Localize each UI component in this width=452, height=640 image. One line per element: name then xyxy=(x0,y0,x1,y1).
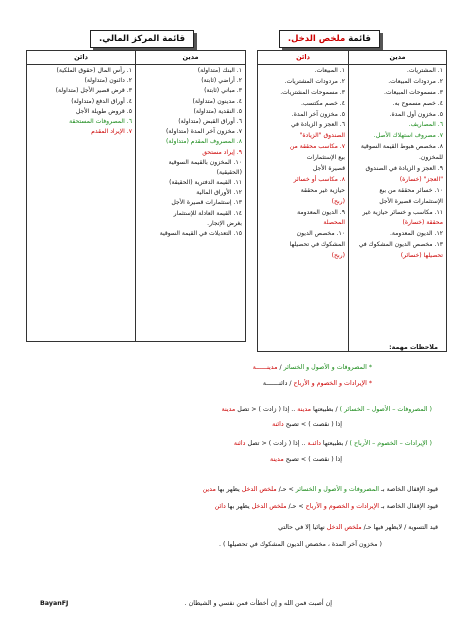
fp-credit-column xyxy=(27,51,135,341)
list-item: ١٥. التعديلات في القيمة السوقية xyxy=(159,230,242,237)
list-item: (ربح) xyxy=(331,252,345,260)
list-item: ٤. خصم مكتسب. xyxy=(300,99,345,107)
note-line-1: * المصروفات و الأصول و الخسائر / مدينــــــة xyxy=(252,364,372,371)
notes-title: ملاحظات مهمة: xyxy=(389,344,438,351)
footer-text: إن أصبت فمن الله و إن أخطأت فمن نفسي و الشيطان . xyxy=(184,600,332,607)
list-item: بغرض الإتجار. xyxy=(207,219,242,227)
note-line-7: قيود الإقفال الخاصة بـ المصروفات و الأصول و الخسائر > حـ/ ملخص الدخل يظهر بها مدين xyxy=(202,486,438,493)
list-item: تحصيلها (خسائر) xyxy=(400,252,443,260)
list-item: ٢. مردودات المشتريات. xyxy=(284,77,345,85)
list-item: ٤. أوراق الدفع (متداولة) xyxy=(71,97,132,105)
income-title-prefix: قائمة xyxy=(345,34,371,44)
list-item: ٧. مخزون آخر المدة (متداولة) xyxy=(165,128,242,136)
list-item: ١٠. خسائر محققة من بيع xyxy=(379,186,443,194)
list-item: بيع الإستثمارات xyxy=(306,154,345,162)
list-item: ٣. مسموحات المبيعات. xyxy=(383,88,443,96)
list-item: ٥. مخزون آخر المدة. xyxy=(291,110,345,118)
list-item: ٨. المصروف المقدم (متداولة) xyxy=(166,138,242,146)
note-line-8: قيود الإقفال الخاصة بـ الإيرادات و الخصوم و الأرباح > حـ/ ملخص الدخل يظهر بها دائن xyxy=(214,503,438,510)
list-item: (الحقيقية) xyxy=(216,168,242,176)
list-item: ٩. إيراد مستحق xyxy=(202,148,242,156)
list-item: قصيرة الأجل xyxy=(312,165,345,173)
fp-debit-column xyxy=(136,51,245,341)
list-item: ٥. مخزون أول المدة. xyxy=(389,110,443,118)
note-line-10: ( مخزون آخر المدة ، مخصص الديون المشكوك في تحصيلها ) . xyxy=(219,541,382,548)
income-debit-header: مدين xyxy=(349,51,446,65)
income-debit-column xyxy=(349,51,446,351)
list-item: ٤. مدينون (متداولة) xyxy=(192,97,242,105)
list-item: المحصلة xyxy=(323,219,345,227)
income-statement-table xyxy=(257,50,447,352)
fp-credit-list xyxy=(30,66,132,137)
list-item: ١. رأس المال (حقوق الملكية) xyxy=(56,67,132,74)
list-item: ١٢. الأوراق المالية xyxy=(196,189,242,197)
list-item: ١. المبيعات. xyxy=(314,67,345,74)
list-item: ١١. القيمة الدفترية (الحقيقة) xyxy=(169,179,242,187)
list-item: ٢. مردودات المبيعات. xyxy=(388,77,443,85)
signature: BayanFJ xyxy=(40,600,69,607)
income-credit-header: دائن xyxy=(258,51,348,65)
list-item: ٢. أراضي (ثابتة) xyxy=(201,77,242,85)
list-item: ٣. مسموحات المشتريات. xyxy=(280,88,345,96)
income-credit-list xyxy=(261,66,345,262)
list-item: ٧. الإيراد المقدم xyxy=(91,128,132,136)
list-item: ١٣. إستثمارات قصيرة الأجل xyxy=(171,199,242,207)
list-item: ١٠. مخصص الديون xyxy=(296,230,345,238)
fp-credit-header: دائن xyxy=(27,51,135,65)
list-item: ٥. النقدية (متداولة) xyxy=(193,107,242,115)
income-title-highlight: ملخص الدخل. xyxy=(287,34,346,44)
note-line-6: إذا ( نقصت ) > تصبح مدينة xyxy=(270,456,342,463)
list-item: ٦. العجز و الزيادة في xyxy=(290,121,345,129)
financial-position-table xyxy=(26,50,246,342)
income-statement-title xyxy=(279,30,380,48)
note-line-4: إذا ( نقصت ) > تصبح دائنة xyxy=(272,421,342,428)
income-debit-list xyxy=(352,66,443,262)
list-item: ١١. مكاسب و خسائر حيازية غير xyxy=(362,208,443,216)
list-item: ٣. قرض قصير الأجل (متداولة) xyxy=(55,87,132,95)
fp-debit-list xyxy=(139,66,242,239)
list-item: المشكوك في تحصيلها xyxy=(289,241,345,249)
list-item: ٩. العجز و الزيادة في الصندوق xyxy=(365,165,443,173)
list-item: ٧. مصروف استهلاك الأصل. xyxy=(373,132,443,140)
list-item: ١٢. الديون المعدومة. xyxy=(389,230,443,238)
list-item: ١٤. القيمة العادلة للإستثمار xyxy=(173,209,242,217)
list-item: ١٣. مخصص الديون المشكوك في xyxy=(358,241,443,249)
list-item: ٧. مكاسب محققة من xyxy=(289,143,345,151)
list-item: حيازية غير محققة xyxy=(300,186,345,194)
list-item: ٦. المصاريف. xyxy=(408,121,443,129)
list-item: (ربح) xyxy=(331,197,345,205)
list-item: ٦. المصروفات المستحقة xyxy=(69,117,132,125)
note-line-5: ( الإيرادات – الخصوم – الأرباح ) / بطبيعتها دائنـة .. إذا ( زادت ) < تصل دائنة xyxy=(233,440,432,447)
financial-position-title xyxy=(90,30,194,48)
list-item: ١. البنك (متداولة) xyxy=(197,67,242,74)
list-item: ٩. الديون المعدومة xyxy=(297,208,345,216)
list-item: ٥. قروض طويلة الأجل xyxy=(75,107,132,115)
list-item: للمخزون. xyxy=(418,154,443,162)
list-item: ٢. دائنون (متداولة) xyxy=(84,77,132,85)
list-item: ٤. خصم مسموح به. xyxy=(392,99,443,107)
list-item: ٨. مكاسب أو خسائر xyxy=(293,175,345,183)
list-item: ٣. مباني (ثابتة) xyxy=(204,87,242,95)
list-item: ٨. مخصص هبوط القيمة السوقية xyxy=(360,143,443,151)
list-item: الصندوق "الزيادة" xyxy=(299,132,345,140)
list-item: الإستثمارات قصيرة الأجل xyxy=(379,197,443,205)
list-item: "العجز" (خسارة) xyxy=(399,175,443,183)
list-item: ١٠. المخزون بالقيمة السوقية xyxy=(168,158,242,166)
list-item: محققة (خسارة) xyxy=(402,219,443,227)
list-item: ١. المشتريات. xyxy=(406,67,443,74)
note-line-9: قيد التسوية / لايظهر فيها حـ/ ملخص الدخل نهائيا إلا في حالتي xyxy=(278,524,438,531)
income-credit-column xyxy=(258,51,348,351)
note-line-2: * الإيرادات و الخصوم و الأرباح / دائنـــــــة xyxy=(262,380,372,387)
note-line-3: ( المصروفات – الأصول – الخسائر ) / بطبيعتها مدينة .. إذا ( زادت ) < تصل مدينة xyxy=(221,406,432,413)
financial-position-title-text: قائمة المركز المالي. xyxy=(99,34,186,44)
list-item: ٦. أوراق القبض (متداولة) xyxy=(178,117,242,125)
fp-debit-header: مدين xyxy=(136,51,245,65)
